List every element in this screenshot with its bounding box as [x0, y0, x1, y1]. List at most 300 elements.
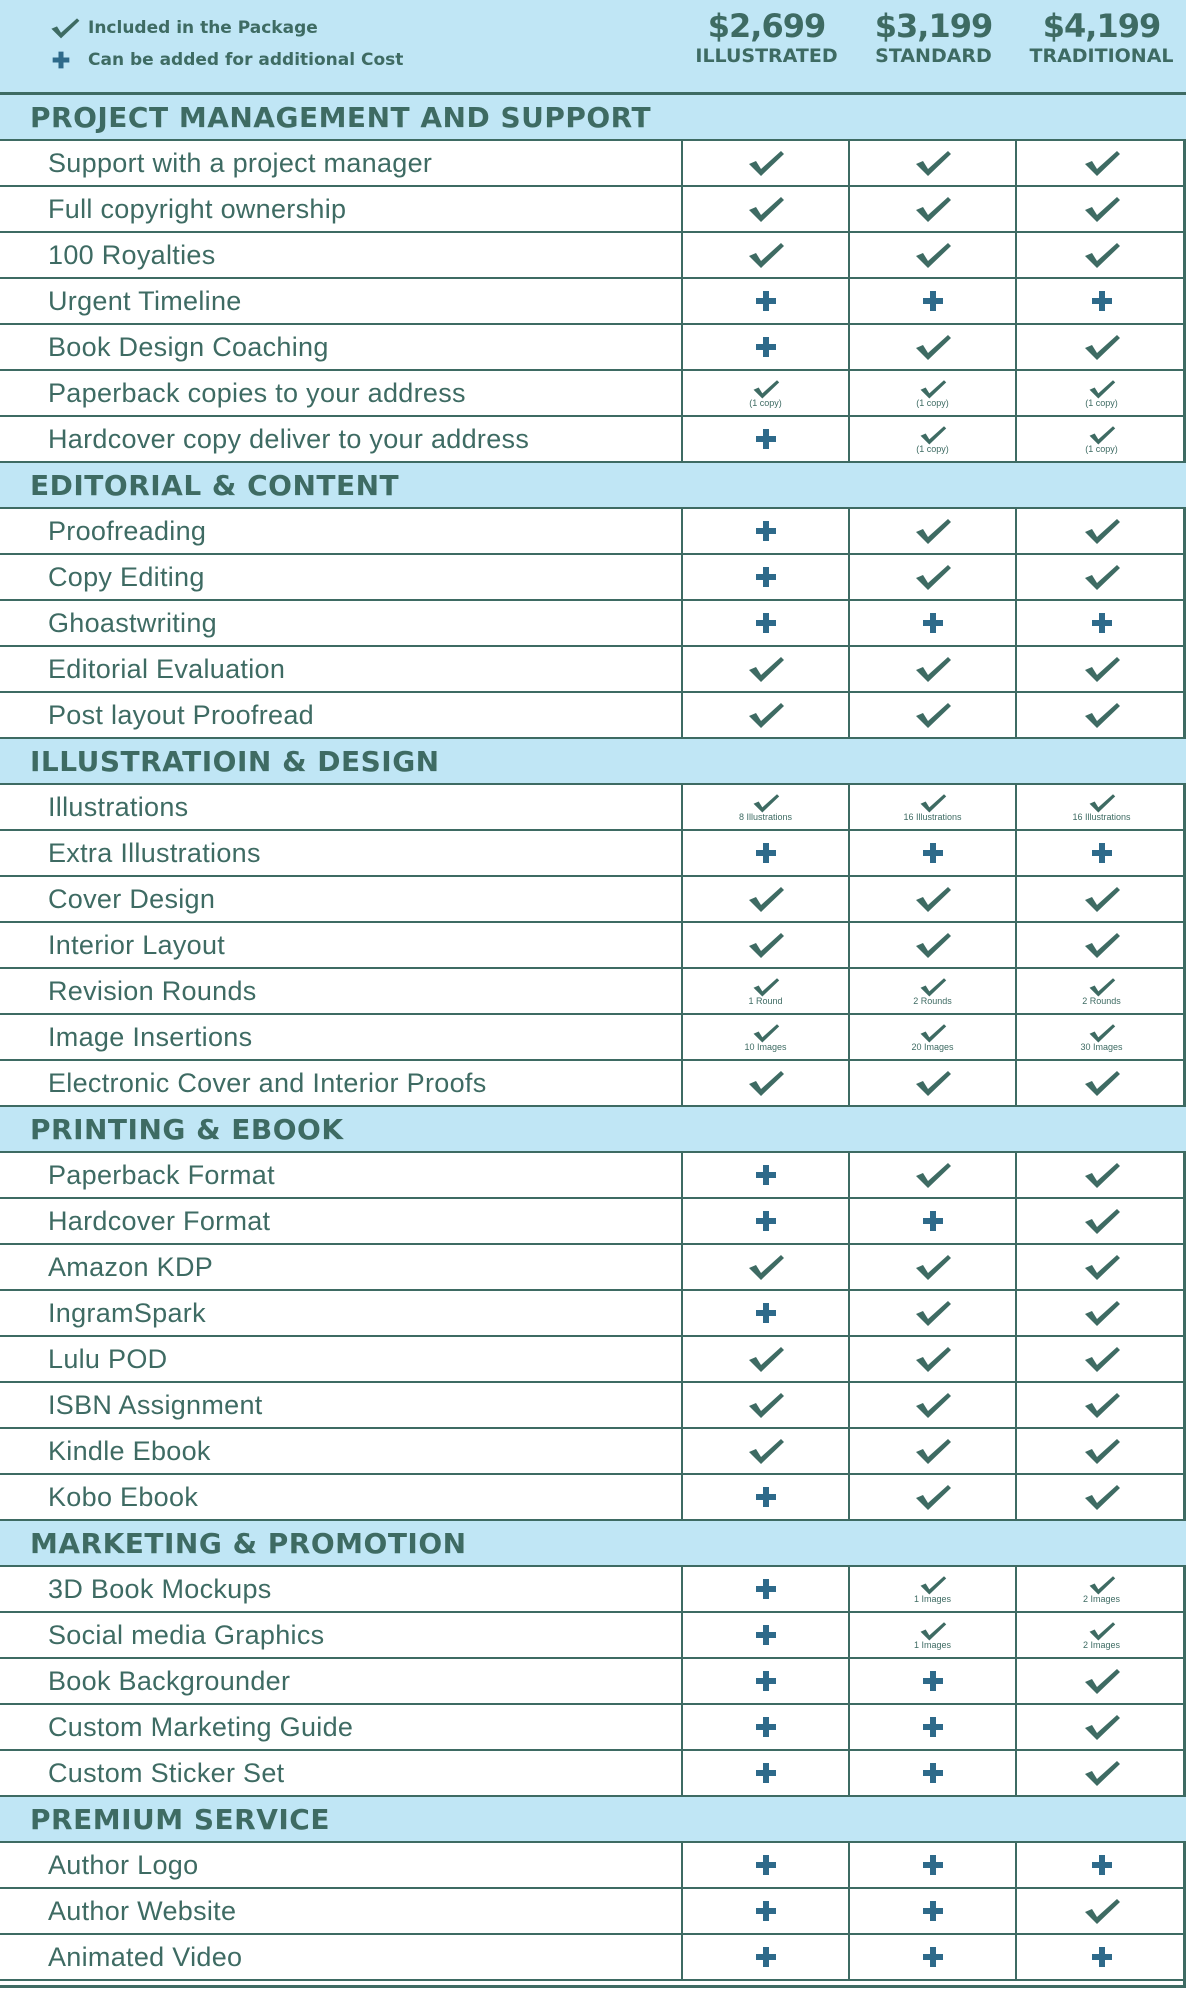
package-cell-illustrated — [683, 1061, 850, 1105]
feature-label: Illustrations — [0, 785, 683, 829]
check-icon — [913, 884, 953, 914]
plus-icon — [1090, 1853, 1114, 1877]
feature-label: ISBN Assignment — [0, 1383, 683, 1427]
feature-label: Cover Design — [0, 877, 683, 921]
package-cell-traditional — [1017, 1015, 1186, 1059]
package-cell-standard — [850, 1061, 1017, 1105]
package-price: $3,199 — [874, 7, 993, 45]
plus-icon — [754, 1163, 778, 1187]
package-cell-standard — [850, 417, 1017, 461]
feature-label: Custom Sticker Set — [0, 1751, 683, 1795]
package-cell-traditional — [1017, 371, 1186, 415]
table-row — [0, 647, 1186, 693]
table-row — [0, 1475, 1186, 1521]
package-cell-illustrated — [683, 1245, 850, 1289]
check-icon — [913, 700, 953, 730]
package-cell-illustrated — [683, 923, 850, 967]
package-cell-traditional — [1017, 1291, 1186, 1335]
check-icon — [746, 700, 786, 730]
package-cell-standard — [850, 141, 1017, 185]
check-icon — [913, 1436, 953, 1466]
table-row — [0, 1337, 1186, 1383]
package-cell-illustrated — [683, 1567, 850, 1611]
package-cell-traditional — [1017, 1245, 1186, 1289]
package-cell-standard — [850, 1153, 1017, 1197]
plus-icon — [921, 1209, 945, 1233]
package-price: $2,699 — [707, 7, 826, 45]
cell-note: (1 copy) — [1085, 444, 1118, 454]
check-icon — [1082, 1252, 1122, 1282]
package-cell-illustrated — [683, 877, 850, 921]
package-cell-illustrated — [683, 417, 850, 461]
feature-label: Editorial Evaluation — [0, 647, 683, 691]
check-icon — [917, 378, 949, 400]
package-cell-illustrated — [683, 785, 850, 829]
package-cell-traditional — [1017, 555, 1186, 599]
package-cell-standard — [850, 1613, 1017, 1657]
cell-note: (1 copy) — [1085, 398, 1118, 408]
plus-icon — [754, 1853, 778, 1877]
cell-note: 8 Illustrations — [738, 812, 793, 822]
package-cell-traditional — [1017, 1613, 1186, 1657]
check-icon — [1082, 148, 1122, 178]
check-icon — [1082, 240, 1122, 270]
package-cell-standard — [850, 1291, 1017, 1335]
feature-label: Electronic Cover and Interior Proofs — [0, 1061, 683, 1105]
package-cell-illustrated — [683, 1935, 850, 1979]
check-icon — [917, 976, 949, 998]
package-cell-traditional — [1017, 693, 1186, 737]
table-row — [0, 1429, 1186, 1475]
package-cell-illustrated — [683, 279, 850, 323]
package-cell-traditional — [1017, 785, 1186, 829]
check-icon — [1082, 1298, 1122, 1328]
check-icon — [913, 930, 953, 960]
plus-icon — [1090, 1945, 1114, 1969]
plus-icon — [754, 427, 778, 451]
plus-icon — [754, 1899, 778, 1923]
package-cell-traditional — [1017, 1429, 1186, 1473]
cell-note: 10 Images — [744, 1042, 787, 1052]
plus-icon — [921, 611, 945, 635]
package-cell-traditional — [1017, 325, 1186, 369]
table-row — [0, 187, 1186, 233]
check-icon — [1086, 1620, 1118, 1642]
package-cell-traditional — [1017, 141, 1186, 185]
feature-label: Copy Editing — [0, 555, 683, 599]
plus-icon — [1090, 611, 1114, 635]
legend-addon — [48, 46, 403, 74]
package-standard — [850, 8, 1017, 68]
package-cell-traditional — [1017, 969, 1186, 1013]
package-cell-illustrated — [683, 1705, 850, 1749]
check-icon — [913, 1482, 953, 1512]
cell-note: (1 copy) — [749, 398, 782, 408]
check-icon — [1082, 1896, 1122, 1926]
package-cell-standard — [850, 693, 1017, 737]
plus-icon — [754, 289, 778, 313]
package-cell-standard — [850, 1889, 1017, 1933]
cell-note: (1 copy) — [916, 444, 949, 454]
check-icon — [1082, 1666, 1122, 1696]
plus-icon — [754, 1485, 778, 1509]
feature-label: Support with a project manager — [0, 141, 683, 185]
table-row — [0, 1659, 1186, 1705]
package-cell-illustrated — [683, 325, 850, 369]
table-row — [0, 1705, 1186, 1751]
plus-icon — [921, 841, 945, 865]
package-cell-traditional — [1017, 877, 1186, 921]
package-cell-standard — [850, 785, 1017, 829]
package-cell-traditional — [1017, 923, 1186, 967]
section-header-printing-ebook: PRINTING & EBOOK — [0, 1107, 1186, 1153]
table-row — [0, 1383, 1186, 1429]
plus-icon — [921, 1945, 945, 1969]
package-cell-traditional — [1017, 1705, 1186, 1749]
package-name: ILLUSTRATED — [695, 45, 838, 67]
legend-included-label: Included in the Package — [88, 18, 318, 38]
package-cell-illustrated — [683, 601, 850, 645]
check-icon — [48, 14, 86, 42]
check-icon — [913, 332, 953, 362]
check-icon — [917, 792, 949, 814]
package-illustrated — [683, 8, 850, 68]
check-icon — [1086, 1574, 1118, 1596]
package-cell-standard — [850, 279, 1017, 323]
package-cell-illustrated — [683, 233, 850, 277]
cell-note: 1 Round — [748, 996, 783, 1006]
check-icon — [1082, 700, 1122, 730]
package-cell-standard — [850, 1659, 1017, 1703]
package-cell-traditional — [1017, 1751, 1186, 1795]
check-icon — [913, 1298, 953, 1328]
package-cell-standard — [850, 1475, 1017, 1519]
table-row — [0, 1199, 1186, 1245]
check-icon — [913, 562, 953, 592]
section-header-premium-service: PREMIUM SERVICE — [0, 1797, 1186, 1843]
package-cell-illustrated — [683, 647, 850, 691]
table-row — [0, 141, 1186, 187]
check-icon — [1086, 976, 1118, 998]
package-cell-illustrated — [683, 1291, 850, 1335]
check-icon — [1082, 1160, 1122, 1190]
feature-label: Hardcover Format — [0, 1199, 683, 1243]
plus-icon — [921, 1715, 945, 1739]
package-name: STANDARD — [875, 45, 992, 67]
feature-label: Lulu POD — [0, 1337, 683, 1381]
check-icon — [750, 378, 782, 400]
table-row — [0, 1889, 1186, 1935]
plus-icon — [754, 1945, 778, 1969]
table-row — [0, 325, 1186, 371]
package-cell-standard — [850, 1935, 1017, 1979]
plus-icon — [754, 1715, 778, 1739]
feature-label: Amazon KDP — [0, 1245, 683, 1289]
check-icon — [1082, 332, 1122, 362]
package-traditional — [1017, 8, 1186, 68]
plus-icon — [754, 611, 778, 635]
cell-note: (1 copy) — [916, 398, 949, 408]
package-cell-standard — [850, 877, 1017, 921]
feature-label: Custom Marketing Guide — [0, 1705, 683, 1749]
cell-note: 1 Images — [913, 1594, 952, 1604]
package-cell-standard — [850, 1705, 1017, 1749]
package-cell-illustrated — [683, 693, 850, 737]
section-header-illustratioin-design: ILLUSTRATIOIN & DESIGN — [0, 739, 1186, 785]
package-cell-standard — [850, 1337, 1017, 1381]
feature-label: Revision Rounds — [0, 969, 683, 1013]
check-icon — [746, 1252, 786, 1282]
plus-icon — [754, 1669, 778, 1693]
feature-label: Animated Video — [0, 1935, 683, 1979]
table-row — [0, 969, 1186, 1015]
check-icon — [913, 194, 953, 224]
table-row — [0, 1015, 1186, 1061]
check-icon — [1082, 884, 1122, 914]
plus-icon — [754, 1209, 778, 1233]
check-icon — [913, 1252, 953, 1282]
check-icon — [1082, 1344, 1122, 1374]
check-icon — [917, 1022, 949, 1044]
package-cell-standard — [850, 1199, 1017, 1243]
table-header — [0, 0, 1186, 95]
package-cell-illustrated — [683, 555, 850, 599]
package-cell-illustrated — [683, 371, 850, 415]
table-row — [0, 1153, 1186, 1199]
cell-note: 16 Illustrations — [1072, 812, 1131, 822]
check-icon — [746, 654, 786, 684]
feature-label: 3D Book Mockups — [0, 1567, 683, 1611]
cell-note: 30 Images — [1080, 1042, 1123, 1052]
check-icon — [917, 1574, 949, 1596]
package-cell-illustrated — [683, 1199, 850, 1243]
check-icon — [917, 424, 949, 446]
feature-label: Kindle Ebook — [0, 1429, 683, 1473]
feature-label: Kobo Ebook — [0, 1475, 683, 1519]
package-cell-illustrated — [683, 1843, 850, 1887]
package-cell-standard — [850, 1567, 1017, 1611]
table-row — [0, 233, 1186, 279]
check-icon — [1082, 1758, 1122, 1788]
section-header-project-management-and-support: PROJECT MANAGEMENT AND SUPPORT — [0, 95, 1186, 141]
feature-label: Proofreading — [0, 509, 683, 553]
table-row — [0, 831, 1186, 877]
package-cell-standard — [850, 233, 1017, 277]
package-cell-traditional — [1017, 1475, 1186, 1519]
package-cell-illustrated — [683, 1383, 850, 1427]
package-cell-standard — [850, 1751, 1017, 1795]
table-row — [0, 1567, 1186, 1613]
check-icon — [1082, 194, 1122, 224]
check-icon — [750, 1022, 782, 1044]
package-cell-standard — [850, 555, 1017, 599]
check-icon — [1082, 516, 1122, 546]
check-icon — [1082, 1390, 1122, 1420]
feature-label: IngramSpark — [0, 1291, 683, 1335]
cell-note: 1 Images — [913, 1640, 952, 1650]
package-price: $4,199 — [1042, 7, 1161, 45]
package-cell-standard — [850, 1843, 1017, 1887]
table-row — [0, 693, 1186, 739]
table-row — [0, 601, 1186, 647]
package-cell-traditional — [1017, 233, 1186, 277]
table-row — [0, 1291, 1186, 1337]
check-icon — [750, 792, 782, 814]
check-icon — [1082, 1436, 1122, 1466]
table-row — [0, 279, 1186, 325]
check-icon — [1082, 1482, 1122, 1512]
check-icon — [913, 1344, 953, 1374]
plus-icon — [754, 519, 778, 543]
package-cell-standard — [850, 601, 1017, 645]
package-cell-illustrated — [683, 141, 850, 185]
check-icon — [1082, 562, 1122, 592]
check-icon — [913, 1390, 953, 1420]
feature-label: Social media Graphics — [0, 1613, 683, 1657]
feature-label: Urgent Timeline — [0, 279, 683, 323]
cell-note: 2 Rounds — [913, 996, 952, 1006]
package-cell-illustrated — [683, 1751, 850, 1795]
package-cell-traditional — [1017, 831, 1186, 875]
feature-label: Interior Layout — [0, 923, 683, 967]
table-row — [0, 877, 1186, 923]
check-icon — [746, 148, 786, 178]
check-icon — [746, 1390, 786, 1420]
package-cell-illustrated — [683, 1659, 850, 1703]
package-cell-standard — [850, 371, 1017, 415]
cell-note: 2 Images — [1082, 1640, 1121, 1650]
check-icon — [1082, 1068, 1122, 1098]
section-header-marketing-promotion: MARKETING & PROMOTION — [0, 1521, 1186, 1567]
plus-icon — [921, 1669, 945, 1693]
check-icon — [746, 194, 786, 224]
package-cell-traditional — [1017, 279, 1186, 323]
feature-label: Full copyright ownership — [0, 187, 683, 231]
check-icon — [746, 1436, 786, 1466]
feature-label: Author Logo — [0, 1843, 683, 1887]
package-cell-illustrated — [683, 1613, 850, 1657]
package-cell-traditional — [1017, 1199, 1186, 1243]
package-cell-illustrated — [683, 1337, 850, 1381]
plus-icon — [754, 1577, 778, 1601]
check-icon — [913, 654, 953, 684]
package-cell-illustrated — [683, 1153, 850, 1197]
feature-label: Paperback copies to your address — [0, 371, 683, 415]
package-cell-traditional — [1017, 601, 1186, 645]
plus-icon — [1090, 841, 1114, 865]
package-cell-standard — [850, 1015, 1017, 1059]
check-icon — [1086, 792, 1118, 814]
legend-included — [48, 14, 318, 42]
feature-label: Image Insertions — [0, 1015, 683, 1059]
check-icon — [1082, 1206, 1122, 1236]
section-header-editorial-content: EDITORIAL & CONTENT — [0, 463, 1186, 509]
check-icon — [913, 240, 953, 270]
feature-label: Paperback Format — [0, 1153, 683, 1197]
check-icon — [1086, 378, 1118, 400]
check-icon — [1086, 424, 1118, 446]
plus-icon — [754, 1301, 778, 1325]
table-row — [0, 923, 1186, 969]
feature-label: Book Design Coaching — [0, 325, 683, 369]
package-cell-standard — [850, 831, 1017, 875]
table-row — [0, 1061, 1186, 1107]
cell-note: 20 Images — [911, 1042, 954, 1052]
check-icon — [1082, 654, 1122, 684]
package-cell-standard — [850, 1245, 1017, 1289]
check-icon — [1082, 930, 1122, 960]
package-cell-traditional — [1017, 1061, 1186, 1105]
plus-icon — [48, 46, 86, 74]
package-cell-standard — [850, 923, 1017, 967]
feature-label: Hardcover copy deliver to your address — [0, 417, 683, 461]
table-row — [0, 1245, 1186, 1291]
table-row — [0, 1613, 1186, 1659]
feature-label: Book Backgrounder — [0, 1659, 683, 1703]
package-cell-standard — [850, 969, 1017, 1013]
check-icon — [746, 884, 786, 914]
check-icon — [1086, 1022, 1118, 1044]
package-cell-illustrated — [683, 187, 850, 231]
feature-label: 100 Royalties — [0, 233, 683, 277]
package-cell-illustrated — [683, 831, 850, 875]
package-cell-traditional — [1017, 1153, 1186, 1197]
package-cell-traditional — [1017, 1659, 1186, 1703]
table-row — [0, 417, 1186, 463]
check-icon — [1082, 1712, 1122, 1742]
feature-label: Author Website — [0, 1889, 683, 1933]
table-row — [0, 555, 1186, 601]
package-cell-traditional — [1017, 417, 1186, 461]
package-cell-illustrated — [683, 1889, 850, 1933]
plus-icon — [921, 1853, 945, 1877]
package-cell-illustrated — [683, 1475, 850, 1519]
legend-addon-label: Can be added for additional Cost — [88, 50, 404, 70]
plus-icon — [921, 1761, 945, 1785]
package-cell-standard — [850, 187, 1017, 231]
package-cell-traditional — [1017, 509, 1186, 553]
feature-label: Post layout Proofread — [0, 693, 683, 737]
package-cell-traditional — [1017, 1935, 1186, 1979]
package-cell-illustrated — [683, 509, 850, 553]
check-icon — [917, 1620, 949, 1642]
cell-note: 16 Illustrations — [903, 812, 962, 822]
package-cell-illustrated — [683, 969, 850, 1013]
table-row — [0, 1751, 1186, 1797]
check-icon — [913, 516, 953, 546]
check-icon — [746, 240, 786, 270]
table-row — [0, 1843, 1186, 1889]
feature-label: Extra Illustrations — [0, 831, 683, 875]
plus-icon — [921, 1899, 945, 1923]
table-row — [0, 785, 1186, 831]
table-row — [0, 371, 1186, 417]
plus-icon — [1090, 289, 1114, 313]
check-icon — [750, 976, 782, 998]
package-cell-traditional — [1017, 1567, 1186, 1611]
package-cell-traditional — [1017, 1843, 1186, 1887]
plus-icon — [754, 1761, 778, 1785]
check-icon — [746, 930, 786, 960]
package-cell-traditional — [1017, 1337, 1186, 1381]
package-cell-traditional — [1017, 1383, 1186, 1427]
package-name: TRADITIONAL — [1029, 45, 1174, 67]
feature-label: Ghoastwriting — [0, 601, 683, 645]
package-cell-traditional — [1017, 1889, 1186, 1933]
plus-icon — [754, 841, 778, 865]
cell-note: 2 Rounds — [1082, 996, 1121, 1006]
check-icon — [746, 1068, 786, 1098]
